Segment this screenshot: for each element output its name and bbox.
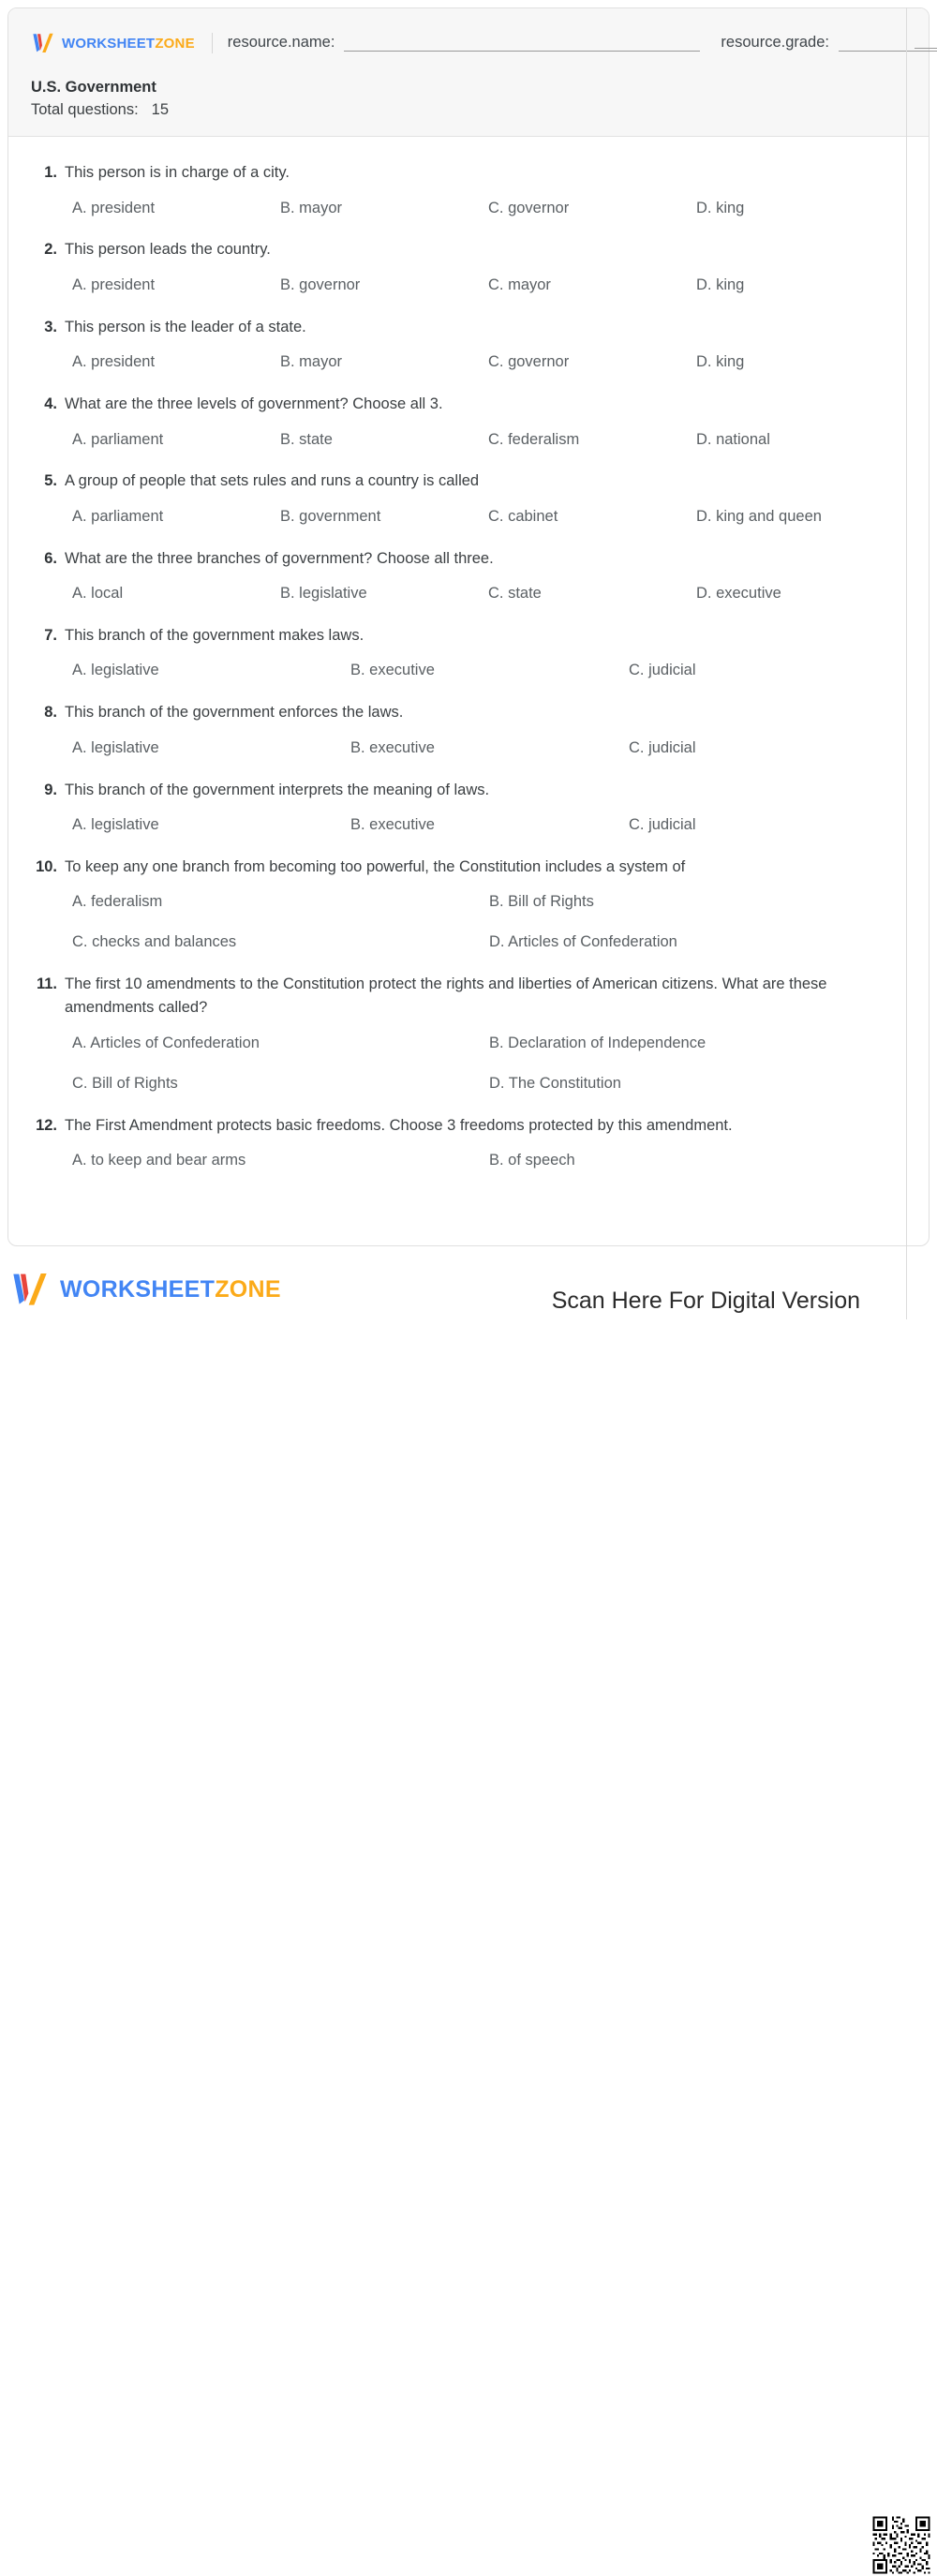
question-number: 11.: [36, 975, 57, 992]
brand-word-worksheet: WORKSHEET: [60, 1275, 216, 1303]
question-text: What are the three branches of government? Choose all three.: [65, 549, 494, 567]
question-text: The First Amendment protects basic freedoms. Choose 3 freedoms protected by this amendment.: [65, 1116, 733, 1134]
answer-choice-row: [72, 890, 906, 914]
question-head: [31, 161, 906, 186]
question-item: [31, 469, 906, 528]
answer-choice[interactable]: C. judicial: [629, 662, 696, 679]
question-number: 2.: [44, 241, 57, 259]
question-head: [31, 238, 906, 262]
question-item: [31, 316, 906, 374]
answer-choices: [31, 737, 906, 760]
answer-choice[interactable]: B. executive: [350, 738, 435, 756]
question-head: [31, 779, 906, 803]
total-questions-label: Total questions:: [31, 101, 139, 119]
answer-choice[interactable]: B. state: [280, 430, 333, 448]
answer-choice[interactable]: A. president: [72, 275, 156, 293]
worksheet-zone-logo-icon: [9, 1271, 51, 1308]
question-number: 10.: [36, 857, 57, 875]
question-text: This branch of the government makes laws.: [65, 626, 364, 644]
question-item: [31, 701, 906, 759]
answer-choice-row: [72, 505, 906, 529]
answer-choice[interactable]: A. legislative: [72, 662, 159, 679]
qr-code-icon[interactable]: [869, 2514, 934, 2576]
question-item: [31, 238, 906, 296]
worksheet-title-block: [8, 57, 929, 122]
answer-choice[interactable]: D. Articles of Confederation: [489, 933, 677, 951]
scan-prompt-text: Scan Here For Digital Version: [551, 1288, 860, 1314]
answer-choice[interactable]: B. executive: [350, 662, 435, 679]
question-head: [31, 701, 906, 725]
student-grade-field[interactable]: [721, 35, 937, 52]
answer-choices: [31, 582, 906, 605]
answer-choice[interactable]: A. president: [72, 353, 156, 371]
question-head: [31, 973, 906, 1020]
question-text: This person is the leader of a state.: [65, 318, 306, 335]
answer-choice[interactable]: C. cabinet: [488, 507, 558, 525]
worksheet-header: [8, 8, 929, 137]
answer-choice[interactable]: D. king and queen: [696, 507, 822, 525]
question-head: [31, 547, 906, 572]
question-number: 5.: [44, 472, 57, 490]
answer-choices: [31, 813, 906, 837]
question-number: 9.: [44, 781, 57, 798]
answer-choice[interactable]: C. governor: [488, 353, 570, 371]
brand-wordmark: [60, 1275, 281, 1303]
question-item: [31, 856, 906, 954]
total-questions-count: 15: [151, 101, 170, 119]
worksheet-footer: [0, 1254, 937, 1325]
answer-choice-row: [72, 274, 906, 297]
answer-choice-row: [72, 1072, 906, 1095]
answer-choice-row: [72, 582, 906, 605]
question-head: [31, 393, 906, 417]
worksheet-zone-logo-icon: [31, 32, 55, 54]
question-item: [31, 1114, 906, 1172]
question-number: 12.: [36, 1116, 57, 1134]
answer-choice-row: [72, 197, 906, 220]
answer-choice[interactable]: D. king: [696, 275, 745, 293]
answer-choice[interactable]: A. federalism: [72, 893, 163, 911]
answer-choice[interactable]: A. Articles of Confederation: [72, 1035, 260, 1051]
question-text: This branch of the government enforces the laws.: [65, 704, 404, 722]
question-text: This person is in charge of a city.: [65, 164, 290, 181]
question-item: [31, 547, 906, 605]
answer-choice[interactable]: B. legislative: [280, 585, 367, 603]
question-item: [31, 393, 906, 451]
answer-choice-row: [72, 428, 906, 452]
brand-word-zone: ZONE: [155, 35, 195, 52]
answer-choice[interactable]: A. legislative: [72, 816, 159, 834]
answer-choices: [31, 428, 906, 452]
answer-choices: [31, 350, 906, 374]
student-grade-label: resource.grade:: [721, 33, 829, 51]
answer-choice-row: [72, 1032, 906, 1055]
answer-choice-row: [72, 931, 906, 954]
answer-choice[interactable]: A. parliament: [72, 507, 164, 525]
question-number: 8.: [44, 704, 57, 722]
answer-choice[interactable]: A. to keep and bear arms: [72, 1152, 246, 1169]
answer-choice[interactable]: C. state: [488, 585, 542, 603]
student-name-field[interactable]: [228, 35, 701, 52]
answer-choice[interactable]: B. mayor: [280, 353, 343, 371]
answer-choice[interactable]: C. governor: [488, 199, 570, 216]
question-item: [31, 973, 906, 1095]
question-text: The first 10 amendments to the Constitution protect the rights and liberties of American citizens. What are these amendments called?: [65, 975, 827, 1017]
answer-choice[interactable]: B. of speech: [489, 1152, 575, 1169]
grade-rule-bleed: [915, 48, 937, 49]
student-grade-input[interactable]: [839, 35, 937, 52]
answer-choices: [31, 890, 906, 954]
page-title: U.S. Government: [31, 79, 156, 96]
question-number: 6.: [44, 549, 57, 567]
answer-choice[interactable]: D. The Constitution: [489, 1074, 621, 1092]
answer-choice[interactable]: C. Bill of Rights: [72, 1074, 178, 1092]
question-text: This branch of the government interprets the meaning of laws.: [65, 781, 490, 798]
total-questions-line: [31, 99, 929, 122]
brand-logo-footer[interactable]: [9, 1271, 281, 1308]
page-edge-rule: [906, 7, 907, 1319]
question-text: To keep any one branch from becoming too powerful, the Constitution includes a system of: [65, 857, 686, 875]
question-number: 7.: [44, 626, 57, 644]
questions-list: [8, 137, 929, 1172]
answer-choice[interactable]: A. parliament: [72, 430, 164, 448]
answer-choice[interactable]: B. Bill of Rights: [489, 893, 594, 911]
answer-choice[interactable]: A. legislative: [72, 738, 159, 756]
question-head: [31, 1114, 906, 1139]
question-number: 4.: [44, 395, 57, 412]
answer-choice[interactable]: B. executive: [350, 816, 435, 834]
brand-word-worksheet: WORKSHEET: [62, 35, 156, 52]
brand-logo-header[interactable]: [31, 32, 195, 54]
answer-choice-row: [72, 813, 906, 837]
student-name-label: resource.name:: [227, 33, 335, 51]
answer-choices: [31, 274, 906, 297]
question-number: 1.: [44, 164, 57, 181]
answer-choice[interactable]: D. executive: [696, 585, 781, 603]
answer-choice[interactable]: B. governor: [280, 275, 361, 293]
brand-wordmark: [62, 37, 195, 51]
question-head: [31, 469, 906, 494]
answer-choice[interactable]: C. checks and balances: [72, 933, 237, 951]
question-head: [31, 316, 906, 340]
question-head: [31, 856, 906, 880]
answer-choice[interactable]: B. government: [280, 507, 381, 525]
answer-choice[interactable]: A. local: [72, 585, 124, 603]
answer-choice[interactable]: C. federalism: [488, 430, 580, 448]
question-number: 3.: [44, 318, 57, 335]
question-item: [31, 779, 906, 837]
answer-choice[interactable]: D. king: [696, 353, 745, 371]
student-name-input[interactable]: [344, 35, 700, 52]
answer-choice[interactable]: C. judicial: [629, 816, 696, 834]
answer-choice[interactable]: B. Declaration of Independence: [489, 1035, 706, 1051]
answer-choices: [31, 659, 906, 682]
header-divider: [212, 33, 213, 53]
answer-choice-row: [72, 737, 906, 760]
header-identity-row: [8, 29, 929, 57]
brand-word-zone: ZONE: [215, 1275, 281, 1303]
answer-choices: [31, 1149, 906, 1172]
answer-choice[interactable]: D. king: [696, 199, 745, 216]
worksheet-card: [7, 7, 930, 1246]
question-head: [31, 624, 906, 648]
answer-choices: [31, 1032, 906, 1095]
answer-choice[interactable]: B. mayor: [280, 199, 343, 216]
answer-choices: [31, 197, 906, 220]
answer-choice[interactable]: C. mayor: [488, 275, 551, 293]
answer-choice[interactable]: C. judicial: [629, 738, 696, 756]
answer-choice-row: [72, 1149, 906, 1172]
answer-choice[interactable]: A. president: [72, 199, 156, 216]
answer-choice-row: [72, 659, 906, 682]
question-item: [31, 161, 906, 219]
question-text: A group of people that sets rules and runs a country is called: [65, 472, 480, 490]
answer-choice-row: [72, 350, 906, 374]
question-item: [31, 624, 906, 682]
answer-choices: [31, 505, 906, 529]
question-text: What are the three levels of government? Choose all 3.: [65, 395, 443, 412]
answer-choice[interactable]: D. national: [696, 430, 770, 448]
question-text: This person leads the country.: [65, 241, 271, 259]
